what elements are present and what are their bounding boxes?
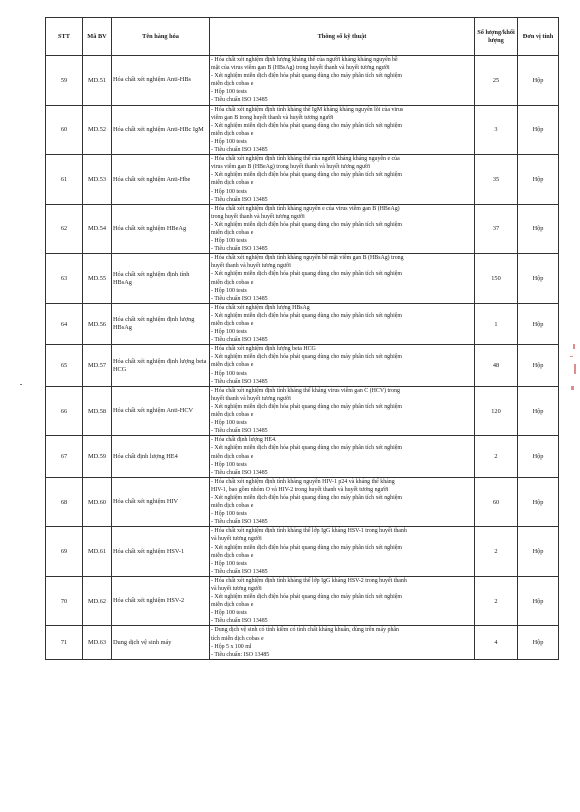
table-row	[46, 155, 559, 205]
spec-line: - Hộp 100 tests	[211, 329, 247, 336]
cell-ten-hang-hoa: Hóa chất xét nghiệm Anti-HBs	[112, 56, 210, 106]
cell-thong-so	[210, 436, 475, 477]
cell-ten-hang-hoa: Hóa chất xét nghiệm HSV-2	[112, 576, 210, 626]
cell-don-vi: Hộp	[518, 204, 559, 254]
spec-line: - Tiêu chuẩn ISO 13485	[211, 196, 268, 203]
cell-ten-hang-hoa: Hóa chất xét nghiệm HSV-1	[112, 527, 210, 577]
spec-line: tích miễn dịch cobas e	[211, 635, 264, 642]
header-ma-bv: Mã BV	[83, 18, 112, 56]
spec-line: miễn dịch cobas e	[211, 362, 254, 369]
header-stt: STT	[46, 18, 83, 56]
cell-ten-hang-hoa: Hóa chất xét nghiệm định lượng beta HCG	[112, 345, 210, 386]
cell-ten-hang-hoa: Hóa chất xét nghiệm HBeAg	[112, 204, 210, 254]
cell-so-luong: 3	[475, 105, 518, 155]
spec-line: - Hóa chất xét nghiệm định tính kháng thể của người kháng kháng nguyên e của	[211, 156, 400, 163]
spec-line: - Hóa chất xét nghiệm định tính kháng nguyên e của virus viêm gan B (HBeAg)	[211, 205, 400, 212]
cell-ten-hang-hoa: Hóa chất xét nghiệm định lượng HBsAg	[112, 303, 210, 344]
cell-thong-so	[210, 155, 475, 205]
cell-stt: 63	[46, 254, 83, 304]
cell-so-luong: 2	[475, 436, 518, 477]
cell-thong-so	[210, 105, 475, 155]
cell-stt: 62	[46, 204, 83, 254]
table-row	[46, 345, 559, 386]
spec-line: - Tiêu chuẩn ISO 13485	[211, 337, 268, 344]
spec-line: - Hộp 100 tests	[211, 138, 247, 145]
spec-line: - Hộp 100 tests	[211, 511, 247, 518]
spec-line: - Hóa chất xét nghiệm định tính kháng thể IgM kháng kháng nguyên lõi của virus	[211, 106, 404, 113]
cell-thong-so	[210, 303, 475, 344]
spec-line: - Hóa chất xét nghiệm định lượng kháng thể của người kháng kháng nguyên bề	[211, 57, 398, 63]
spec-line: miễn dịch cobas e	[211, 602, 254, 609]
cell-don-vi: Hộp	[518, 527, 559, 577]
table-row	[46, 105, 559, 155]
cell-thong-so	[210, 204, 475, 254]
spec-line: miễn dịch cobas e	[211, 321, 254, 327]
cell-so-luong: 37	[475, 204, 518, 254]
spec-line: và huyết tương người	[211, 586, 262, 592]
cell-ma-bv: MD.56	[83, 303, 112, 344]
cell-don-vi: Hộp	[518, 105, 559, 155]
cell-so-luong: 2	[475, 527, 518, 577]
spec-line: huyết thanh và huyết tương người	[211, 263, 291, 270]
cell-so-luong: 60	[475, 477, 518, 527]
spec-line: miễn dịch cobas e	[211, 279, 254, 286]
cell-ma-bv: MD.60	[83, 477, 112, 527]
spec-line: - Xét nghiệm miễn dịch điện hóa phát quang dùng cho máy phân tích xét nghiệm	[211, 494, 402, 501]
cell-ten-hang-hoa: Hóa chất xét nghiệm Anti-HBc IgM	[112, 105, 210, 155]
spec-line: - Tiêu chuẩn: ISO 13485	[211, 651, 270, 658]
spec-line: - Hóa chất xét nghiệm định tính kháng thể kháng virus viêm gan C (HCV) trong	[211, 387, 400, 394]
spec-line: HIV-1, bao gồm nhóm O và HIV-2 trong huyết thanh và huyết tương người	[211, 486, 389, 493]
table-row	[46, 303, 559, 344]
cell-thong-so	[210, 386, 475, 436]
scan-mark	[574, 364, 576, 374]
cell-don-vi: Hộp	[518, 254, 559, 304]
cell-thong-so	[210, 477, 475, 527]
spec-line: - Hóa chất xét nghiệm định tính kháng nguyên HIV-1 p24 và kháng thể kháng	[211, 478, 395, 485]
cell-stt: 60	[46, 105, 83, 155]
table-row	[46, 626, 559, 659]
spec-line: - Xét nghiệm miễn dịch điện hóa phát quang dùng cho máy phân tích xét nghiệm	[211, 544, 402, 551]
cell-ma-bv: MD.53	[83, 155, 112, 205]
cell-ten-hang-hoa: Hóa chất xét nghiệm HIV	[112, 477, 210, 527]
cell-ma-bv: MD.51	[83, 56, 112, 106]
table-row	[46, 56, 559, 106]
spec-line: - Tiêu chuẩn ISO 13485	[211, 618, 268, 625]
spec-line: - Hóa chất xét nghiệm định tính kháng thể lớp IgG kháng HSV-1 trong huyết thanh	[211, 528, 407, 535]
spec-line: - Xét nghiệm miễn dịch điện hóa phát quang dùng cho máy phân tích xét nghiệm	[211, 271, 402, 278]
cell-ma-bv: MD.54	[83, 204, 112, 254]
spec-line: virus viêm gan B (HBeAg) trong huyết thanh và huyết tương người	[211, 164, 371, 171]
cell-so-luong: 48	[475, 345, 518, 386]
cell-thong-so	[210, 56, 475, 106]
cell-stt: 67	[46, 436, 83, 477]
cell-stt: 66	[46, 386, 83, 436]
spec-line: - Hộp 100 tests	[211, 238, 247, 245]
table-row	[46, 576, 559, 626]
cell-ma-bv: MD.59	[83, 436, 112, 477]
cell-thong-so	[210, 527, 475, 577]
spec-line: - Tiêu chuẩn ISO 13485	[211, 568, 268, 575]
cell-so-luong: 35	[475, 155, 518, 205]
scan-speck	[20, 384, 22, 385]
scan-mark	[571, 386, 574, 390]
spec-line: - Tiêu chuẩn ISO 13485	[211, 147, 268, 154]
cell-don-vi: Hộp	[518, 345, 559, 386]
cell-ma-bv: MD.61	[83, 527, 112, 577]
spec-line: - Xét nghiệm miễn dịch điện hóa phát quang dùng cho máy phân tích xét nghiệm	[211, 445, 402, 452]
table-row	[46, 436, 559, 477]
cell-so-luong: 120	[475, 386, 518, 436]
spec-line: - Tiêu chuẩn ISO 13485	[211, 97, 268, 104]
spec-line: miễn dịch cobas e	[211, 412, 254, 419]
spec-line: - Hộp 100 tests	[211, 188, 247, 195]
spec-line: - Hóa chất xét nghiệm định lượng HBsAg	[211, 304, 310, 311]
spec-line: miễn dịch cobas e	[211, 503, 254, 510]
spec-line: - Hộp 5 x 100 ml	[211, 643, 252, 650]
spec-line: miễn dịch cobas e	[211, 453, 254, 460]
spec-line: - Hộp 100 tests	[211, 610, 247, 617]
table-header-row	[46, 18, 559, 56]
cell-stt: 65	[46, 345, 83, 386]
cell-don-vi: Hộp	[518, 56, 559, 106]
spec-line: miễn dịch cobas e	[211, 81, 254, 88]
spec-line: miễn dịch cobas e	[211, 130, 254, 137]
spec-line: viêm gan B trong huyết thanh và huyết tương người	[211, 114, 334, 121]
cell-stt: 59	[46, 56, 83, 106]
spec-line: - Hộp 100 tests	[211, 287, 247, 294]
cell-thong-so	[210, 254, 475, 304]
header-so-luong: Số lượng/khối lượng	[475, 18, 518, 56]
cell-ten-hang-hoa: Hóa chất xét nghiệm định tính HBsAg	[112, 254, 210, 304]
cell-stt: 71	[46, 626, 83, 659]
table-row	[46, 386, 559, 436]
cell-ma-bv: MD.52	[83, 105, 112, 155]
cell-so-luong: 150	[475, 254, 518, 304]
cell-ten-hang-hoa: Hóa chất xét nghiệm Anti-Hbe	[112, 155, 210, 205]
cell-thong-so	[210, 576, 475, 626]
cell-don-vi: Hộp	[518, 436, 559, 477]
spec-line: miễn dịch cobas e	[211, 552, 254, 559]
cell-ten-hang-hoa: Hóa chất định lượng HE4	[112, 436, 210, 477]
cell-so-luong: 4	[475, 626, 518, 659]
cell-stt: 64	[46, 303, 83, 344]
cell-so-luong: 1	[475, 303, 518, 344]
spec-line: - Hóa chất xét nghiệm định tính kháng nguyên bề mặt viêm gan B (HBsAg) trong	[211, 255, 404, 262]
cell-ma-bv: MD.62	[83, 576, 112, 626]
cell-ma-bv: MD.55	[83, 254, 112, 304]
scan-mark	[570, 356, 573, 357]
cell-stt: 69	[46, 527, 83, 577]
spec-line: - Xét nghiệm miễn dịch điện hóa phát quang dùng cho máy phân tích xét nghiệm	[211, 172, 402, 179]
spec-line: - Xét nghiệm miễn dịch điện hóa phát quang dùng cho máy phân tích xét nghiệm	[211, 122, 402, 129]
header-don-vi: Đơn vị tính	[518, 18, 559, 56]
cell-don-vi: Hộp	[518, 386, 559, 436]
cell-stt: 70	[46, 576, 83, 626]
table-row	[46, 527, 559, 577]
spec-line: huyết thanh và huyết tương người	[211, 395, 291, 402]
spec-line: - Tiêu chuẩn ISO 13485	[211, 246, 268, 253]
cell-ma-bv: MD.58	[83, 386, 112, 436]
cell-so-luong: 25	[475, 56, 518, 106]
spec-line: và huyết tương người	[211, 536, 262, 543]
spec-line: - Tiêu chuẩn ISO 13485	[211, 519, 268, 526]
cell-stt: 68	[46, 477, 83, 527]
scan-mark	[573, 344, 575, 349]
cell-ten-hang-hoa: Hóa chất xét nghiệm Anti-HCV	[112, 386, 210, 436]
spec-line: - Xét nghiệm miễn dịch điện hóa phát quang dùng cho máy phân tích xét nghiệm	[211, 594, 402, 601]
cell-don-vi: Hộp	[518, 576, 559, 626]
spec-line: miễn dịch cobas e	[211, 229, 254, 236]
cell-so-luong: 2	[475, 576, 518, 626]
spec-line: - Xét nghiệm miễn dịch điện hóa phát quang dùng cho máy phân tích xét nghiệm	[211, 354, 402, 361]
spec-line: - Tiêu chuẩn ISO 13485	[211, 469, 268, 476]
cell-don-vi: Hộp	[518, 477, 559, 527]
spec-line: - Hộp 100 tests	[211, 420, 247, 427]
spec-line: mặt của virus viêm gan B (HBsAg) trong huyết thanh và huyết tương người	[211, 65, 390, 72]
spec-line: - Hộp 100 tests	[211, 560, 247, 567]
spec-line: - Tiêu chuẩn ISO 13485	[211, 428, 268, 435]
cell-ma-bv: MD.57	[83, 345, 112, 386]
spec-line: - Xét nghiệm miễn dịch điện hóa phát quang dùng cho máy phân tích xét nghiệm	[211, 312, 402, 319]
cell-don-vi: Hộp	[518, 155, 559, 205]
spec-line: - Dung dịch vệ sinh có tính kiềm có tính chất kháng khuẩn, dùng trên máy phân	[211, 627, 399, 634]
table-row	[46, 204, 559, 254]
spec-line: miễn dịch cobas e	[211, 180, 254, 187]
spec-line: - Tiêu chuẩn ISO 13485	[211, 378, 268, 385]
cell-don-vi: Hộp	[518, 303, 559, 344]
spec-line: - Hộp 100 tests	[211, 89, 247, 96]
cell-thong-so	[210, 626, 475, 659]
table-row	[46, 254, 559, 304]
spec-line: - Hóa chất xét nghiệm định tính kháng thể lớp IgG kháng HSV-2 trong huyết thanh	[211, 577, 407, 584]
spec-line: trong huyết thanh và huyết tương người	[211, 213, 305, 220]
spec-line: - Xét nghiệm miễn dịch điện hóa phát quang dùng cho máy phân tích xét nghiệm	[211, 73, 402, 80]
cell-don-vi: Hộp	[518, 626, 559, 659]
cell-stt: 61	[46, 155, 83, 205]
spec-line: - Tiêu chuẩn ISO 13485	[211, 295, 268, 302]
spec-line: - Hóa chất định lượng HE4.	[211, 437, 277, 444]
spec-line: - Hóa chất xét nghiệm định lượng beta HCG	[211, 346, 316, 353]
cell-ten-hang-hoa: Dung dịch vệ sinh máy	[112, 626, 210, 659]
spec-line: - Xét nghiệm miễn dịch điện hóa phát quang dùng cho máy phân tích xét nghiệm	[211, 221, 402, 228]
cell-thong-so	[210, 345, 475, 386]
spec-line: - Xét nghiệm miễn dịch điện hóa phát quang dùng cho máy phân tích xét nghiệm	[211, 403, 402, 410]
table-row	[46, 477, 559, 527]
cell-ma-bv: MD.63	[83, 626, 112, 659]
spec-line: - Hộp 100 tests	[211, 370, 247, 377]
header-ten-hang-hoa: Tên hàng hóa	[112, 18, 210, 56]
spec-line: - Hộp 100 tests	[211, 461, 247, 468]
header-thong-so: Thông số kỹ thuật	[210, 18, 475, 56]
specification-table	[45, 17, 559, 660]
